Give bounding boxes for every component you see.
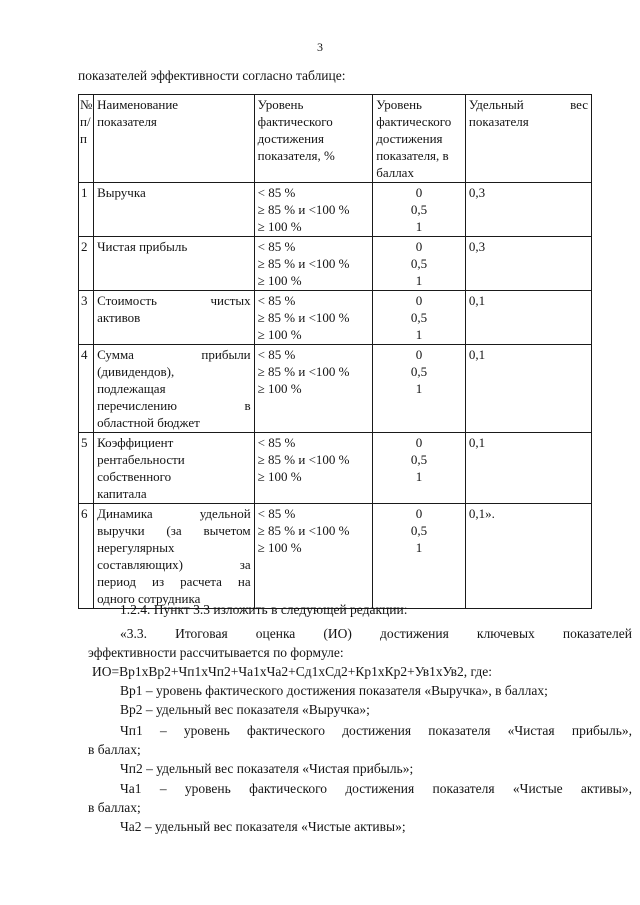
paragraph-3-3-line2: эффективности рассчитывается по формуле: (88, 645, 344, 660)
level-points: 0 0,5 1 (373, 183, 466, 237)
page-number: 3 (317, 40, 323, 54)
header-name: Наименование показателя (94, 95, 255, 183)
indicator-name: Выручка (94, 183, 255, 237)
def-chp1-line1: Чп1 – уровень фактического достижения показателя «Чистая прибыль», (120, 723, 632, 738)
level-percent: < 85 % ≥ 85 % и <100 % ≥ 100 % (254, 183, 373, 237)
formula: ИО=Вр1хВр2+Чп1хЧп2+Ча1хЧа2+Сд1хСд2+Кр1хКр2+Ув1хУв2, где: (92, 664, 493, 679)
row-number: 4 (79, 345, 94, 433)
header-level-points: Уровень фактического достижения показателя, в баллах (373, 95, 466, 183)
table-row (79, 183, 592, 237)
def-cha1-line1: Ча1 – уровень фактического достижения показателя «Чистые активы», (120, 781, 632, 796)
row-number: 6 (79, 504, 94, 609)
indicator-weight: 0,1 (465, 345, 591, 433)
intro-text: показателей эффективности согласно таблице: (78, 68, 346, 83)
header-weight: Удельный вес показателя (465, 95, 591, 183)
row-number: 1 (79, 183, 94, 237)
level-points: 0 0,5 1 (373, 504, 466, 609)
def-vr2: Вр2 – удельный вес показателя «Выручка»; (120, 702, 370, 717)
level-percent: < 85 % ≥ 85 % и <100 % ≥ 100 % (254, 237, 373, 291)
indicator-name: Чистая прибыль (94, 237, 255, 291)
table-row (79, 291, 592, 345)
indicator-name: Динамика удельной выручки (за вычетом нерегулярных составляющих) за период из расчета на одного сотрудника (94, 504, 255, 609)
def-cha2: Ча2 – удельный вес показателя «Чистые активы»; (120, 819, 406, 834)
level-percent: < 85 % ≥ 85 % и <100 % ≥ 100 % (254, 504, 373, 609)
row-number: 5 (79, 433, 94, 504)
level-percent: < 85 % ≥ 85 % и <100 % ≥ 100 % (254, 433, 373, 504)
level-points: 0 0,5 1 (373, 345, 466, 433)
indicator-weight: 0,3 (465, 237, 591, 291)
header-level-percent: Уровень фактического достижения показателя, % (254, 95, 373, 183)
kpi-table (78, 94, 592, 609)
def-cha1-line2: в баллах; (88, 800, 141, 815)
indicator-weight: 0,3 (465, 183, 591, 237)
level-points: 0 0,5 1 (373, 291, 466, 345)
def-chp2: Чп2 – удельный вес показателя «Чистая прибыль»; (120, 761, 414, 776)
indicator-name: Стоимость чистых активов (94, 291, 255, 345)
indicator-name: Сумма прибыли (дивидендов), подлежащая перечислению в областной бюджет (94, 345, 255, 433)
table-row (79, 433, 592, 504)
level-percent: < 85 % ≥ 85 % и <100 % ≥ 100 % (254, 345, 373, 433)
level-percent: < 85 % ≥ 85 % и <100 % ≥ 100 % (254, 291, 373, 345)
table-row (79, 237, 592, 291)
table-header-row (79, 95, 592, 183)
level-points: 0 0,5 1 (373, 237, 466, 291)
indicator-weight: 0,1 (465, 433, 591, 504)
indicator-weight: 0,1 (465, 291, 591, 345)
paragraph-item-1-2-4: 1.2.4. Пункт 3.3 изложить в следующей редакции: (120, 602, 408, 617)
indicator-name: Коэффициент рентабельности собственного капитала (94, 433, 255, 504)
paragraph-3-3-line1: «3.3. Итоговая оценка (ИО) достижения ключевых показателей (120, 626, 632, 641)
header-num: № п/п (79, 95, 94, 183)
table-row (79, 504, 592, 609)
row-number: 3 (79, 291, 94, 345)
indicator-weight: 0,1». (465, 504, 591, 609)
def-chp1-line2: в баллах; (88, 742, 141, 757)
table-row (79, 345, 592, 433)
def-vr1: Вр1 – уровень фактического достижения показателя «Выручка», в баллах; (120, 683, 548, 698)
level-points: 0 0,5 1 (373, 433, 466, 504)
row-number: 2 (79, 237, 94, 291)
